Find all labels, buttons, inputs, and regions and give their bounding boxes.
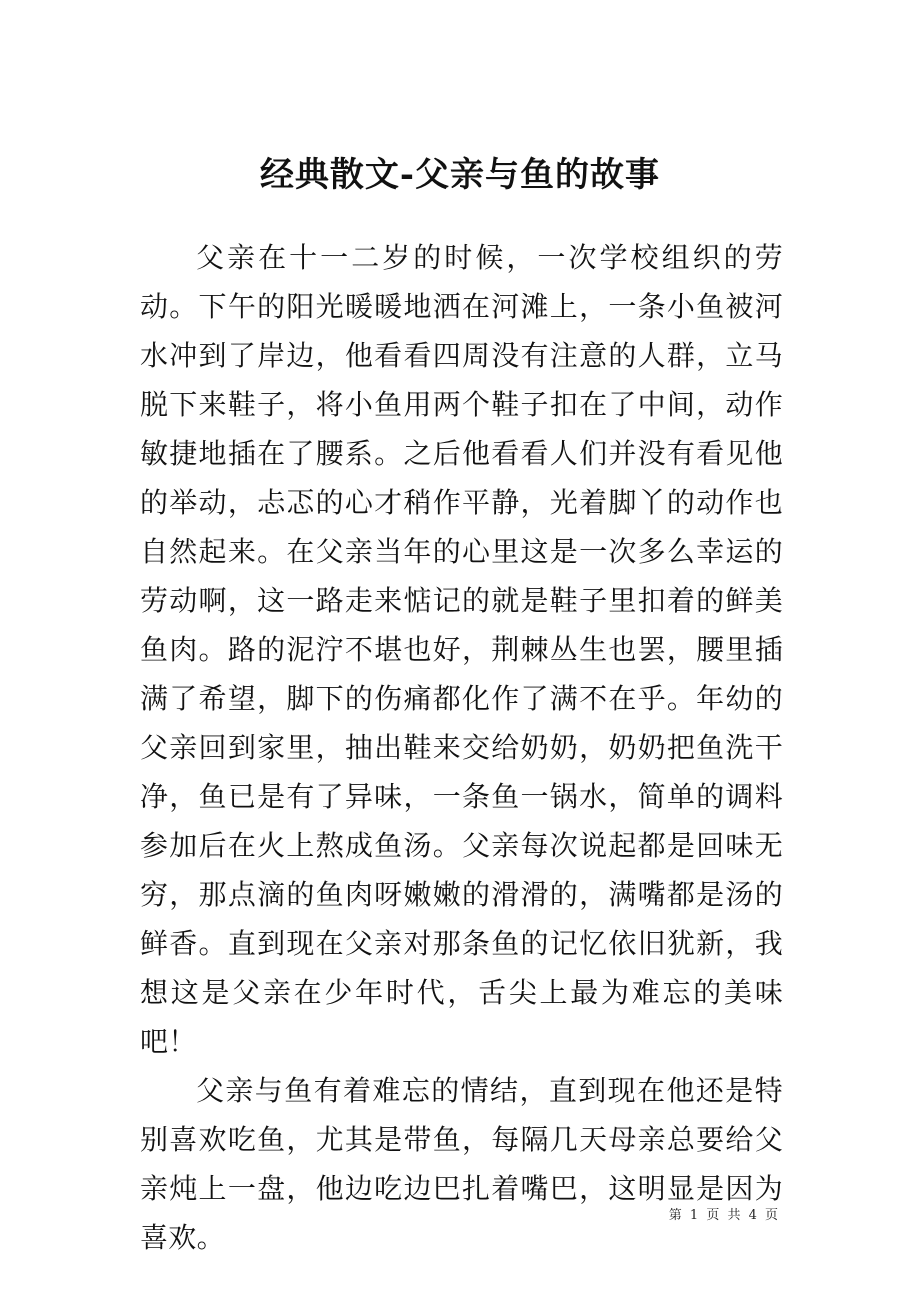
- document-title: 经典散文-父亲与鱼的故事: [259, 154, 661, 195]
- paragraph-1: 父亲在十一二岁的时候，一次学校组织的劳动。下午的阳光暖暖地洒在河滩上，一条小鱼被河水冲到了岸边，他看看四周没有注意的人群，立马脱下来鞋子，将小鱼用两个鞋子扣在了中间，动作敏捷地插在了腰系。之后他看看人们并没有看见他的举动，忐忑的心才稍作平静，光着脚丫的动作也自然起来。在父亲当年的心里这是一次多么幸运的劳动啊，这一路走来惦记的就是鞋子里扣着的鲜美鱼肉。路的泥泞不堪也好，荆棘丛生也罢，腰里插满了希望，脚下的伤痛都化作了满不在乎。年幼的父亲回到家里，抽出鞋来交给奶奶，奶奶把鱼洗干净，鱼已是有了异味，一条鱼一锅水，简单的调料参加后在火上熬成鱼汤。父亲每次说起都是回味无穷，那点滴的鱼肉呀嫩嫩的滑滑的，满嘴都是汤的鲜香。直到现在父亲对那条鱼的记忆依旧犹新，我想这是父亲在少年时代，舌尖上最为难忘的美味吧！: [140, 241, 783, 1058]
- paragraph-2: 父亲与鱼有着难忘的情结，直到现在他还是特别喜欢吃鱼，尤其是带鱼，每隔几天母亲总要给父亲炖上一盘，他边吃边巴扎着嘴巴，这明显是因为喜欢。: [140, 1074, 783, 1254]
- page-number: 第 1 页 共 4 页: [668, 1208, 780, 1223]
- document-body: [140, 233, 783, 1262]
